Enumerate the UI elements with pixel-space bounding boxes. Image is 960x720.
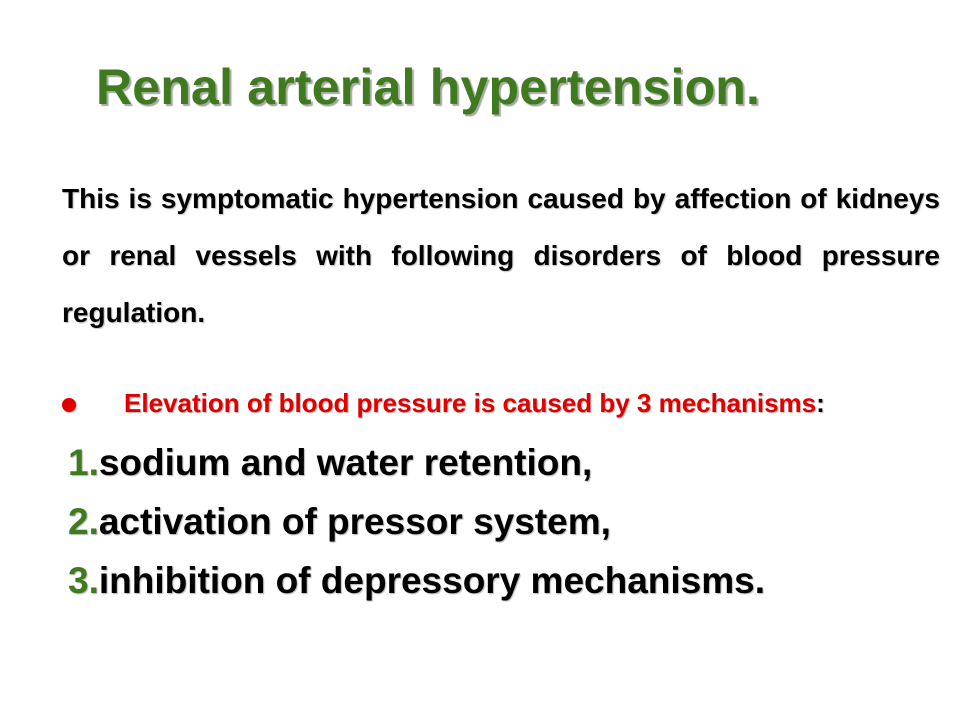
bullet-text: Elevation of blood pressure is caused by 3 mechanisms (124, 388, 817, 418)
bullet-colon: : (816, 388, 825, 418)
mechanism-text: inhibition of depressory mechanisms. (98, 560, 766, 601)
mechanism-number: 2. (68, 501, 99, 542)
mechanism-number: 3. (68, 560, 99, 601)
mechanism-number: 1. (68, 442, 99, 483)
mechanism-text: activation of pressor system, (98, 501, 611, 542)
intro-paragraph: This is symptomatic hypertension caused by affection of kidneys or renal vessels with following disorders of blood pressure regulation. (62, 183, 940, 328)
mechanism-item (68, 560, 765, 619)
mechanism-item (68, 501, 765, 560)
bullet-dot-icon (62, 398, 76, 412)
bullet-text-container (124, 388, 825, 419)
mechanism-item (68, 442, 765, 501)
mechanisms-list (68, 442, 765, 619)
bullet-item (62, 388, 942, 428)
mechanism-text: sodium and water retention, (98, 442, 593, 483)
slide-title: Renal arterial hypertension. (96, 59, 761, 115)
